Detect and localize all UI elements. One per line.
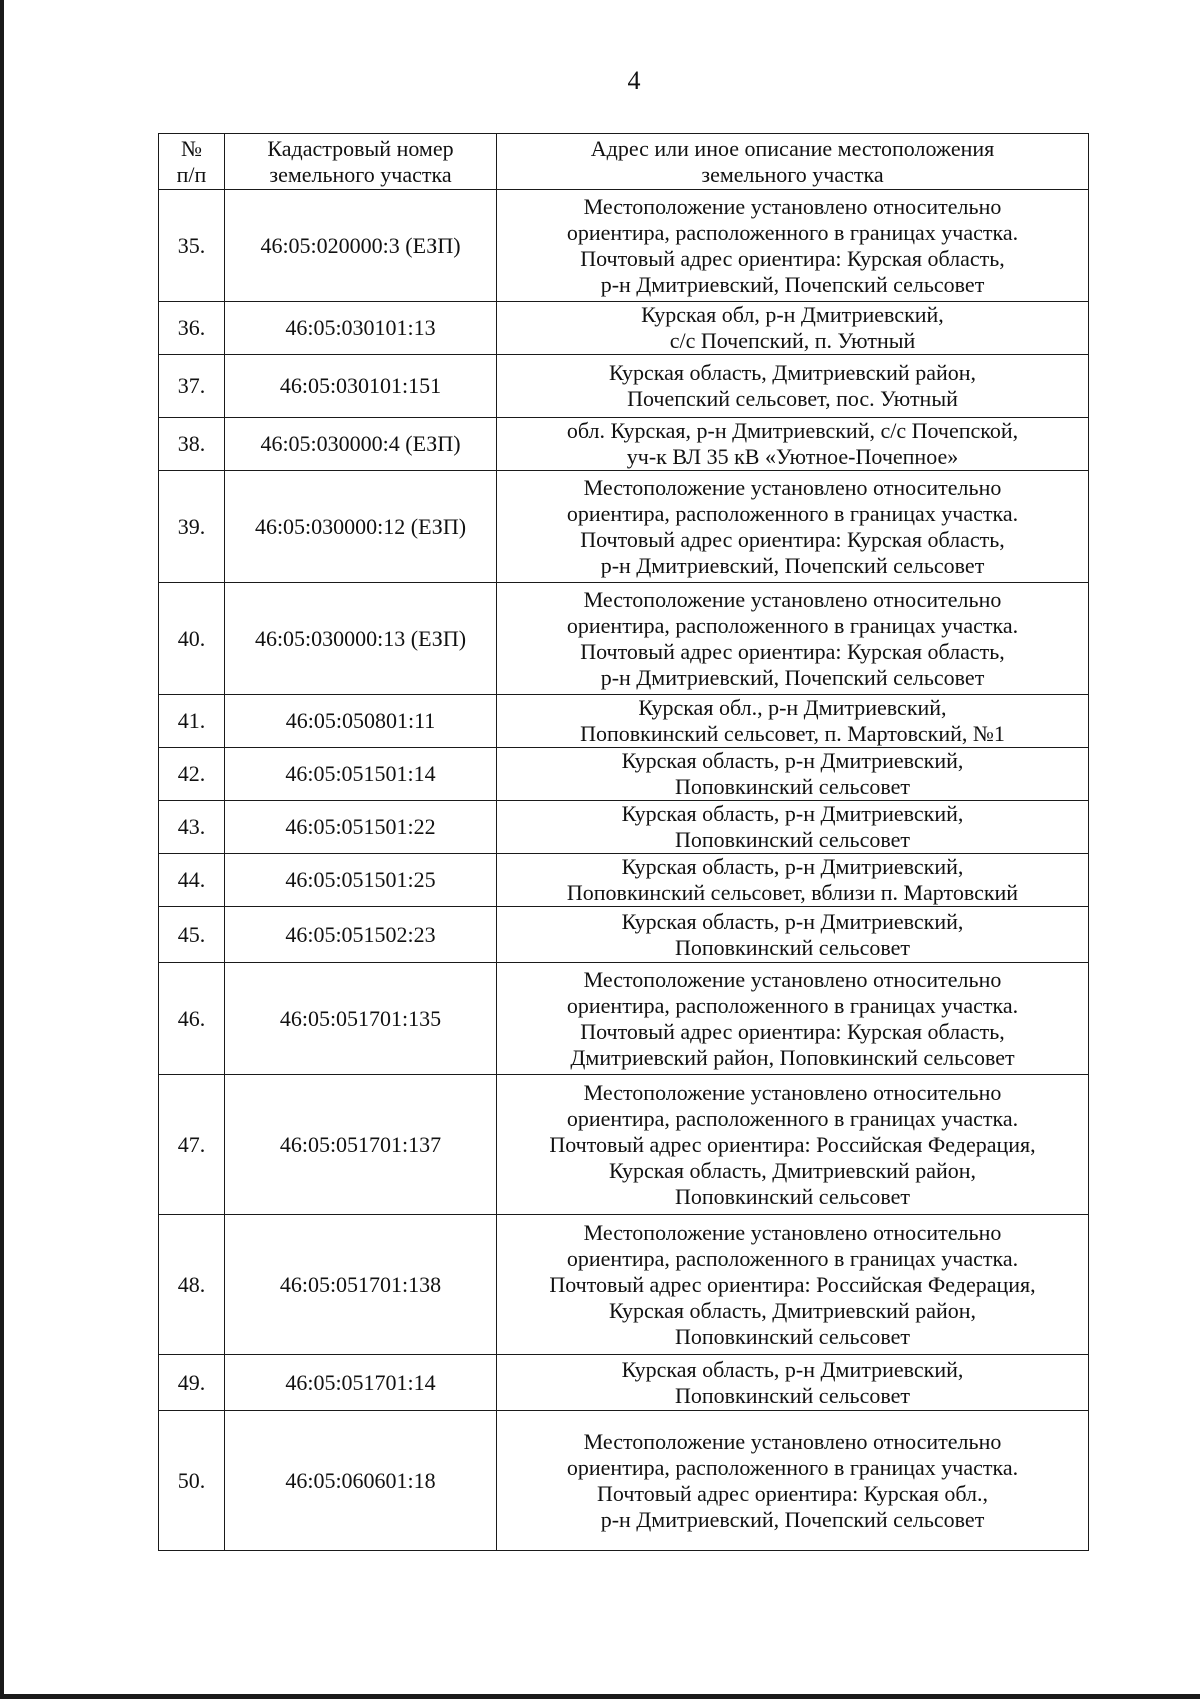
row-number: 45. (159, 907, 225, 963)
row-number: 50. (159, 1411, 225, 1551)
row-address (497, 854, 1089, 907)
scan-left-edge (0, 0, 4, 1699)
row-address-line: Поповкинский сельсовет (675, 827, 910, 852)
table-row (159, 854, 1089, 907)
row-number: 49. (159, 1355, 225, 1411)
row-address-line: Местоположение установлено относительно (583, 1219, 1002, 1245)
row-address-line: Почепский сельсовет, пос. Уютный (627, 386, 958, 411)
table-row (159, 1355, 1089, 1411)
row-address-line: Местоположение установлено относительно (583, 193, 1002, 219)
row-address-line: Курская обл., р-н Дмитриевский, (638, 695, 947, 720)
row-address-line: Поповкинский сельсовет (675, 774, 910, 799)
row-cadastral-number: 46:05:051502:23 (225, 907, 497, 963)
header-cadastral-line-2: земельного участка (269, 161, 452, 187)
row-address-line: ориентира, расположенного в границах участка. (566, 612, 1019, 638)
table-row (159, 302, 1089, 355)
row-number: 46. (159, 963, 225, 1075)
table-row (159, 418, 1089, 471)
row-number: 37. (159, 355, 225, 418)
row-address-line: Местоположение установлено относительно (583, 966, 1002, 992)
row-address (497, 801, 1089, 854)
row-address-line: Местоположение установлено относительно (583, 474, 1002, 500)
row-cadastral-number: 46:05:030101:13 (225, 302, 497, 355)
row-address-line: Дмитриевский район, Поповкинский сельсовет (570, 1044, 1015, 1070)
header-cadastral (225, 134, 497, 190)
row-address-line: обл. Курская, р-н Дмитриевский, с/с Почепской, (566, 418, 1019, 443)
row-cadastral-number: 46:05:030000:12 (ЕЗП) (225, 471, 497, 583)
row-address-line: Поповкинский сельсовет (675, 934, 910, 960)
row-address (497, 907, 1089, 963)
row-address-line: Курская область, р-н Дмитриевский, (621, 801, 964, 826)
row-address (497, 355, 1089, 418)
row-address-line: ориентира, расположенного в границах участка. (566, 1245, 1019, 1271)
row-cadastral-number: 46:05:030000:4 (ЕЗП) (225, 418, 497, 471)
row-number: 43. (159, 801, 225, 854)
row-cadastral-number: 46:05:060601:18 (225, 1411, 497, 1551)
table-row (159, 355, 1089, 418)
row-address-line: Курская область, р-н Дмитриевский, (621, 1356, 964, 1382)
row-address-line: ориентира, расположенного в границах участка. (566, 1105, 1019, 1131)
row-address-line: Курская область, р-н Дмитриевский, (621, 908, 964, 934)
row-address (497, 471, 1089, 583)
header-address-line-2: земельного участка (701, 161, 884, 187)
row-address-line: ориентира, расположенного в границах участка. (566, 1454, 1019, 1480)
row-address-line: Поповкинский сельсовет, п. Мартовский, №1 (580, 721, 1005, 746)
header-cadastral-line-1: Кадастровый номер (267, 135, 454, 161)
row-address (497, 963, 1089, 1075)
table-row (159, 1075, 1089, 1215)
row-address-line: Поповкинский сельсовет (675, 1183, 910, 1209)
row-address-line: Почтовый адрес ориентира: Курская область, (580, 638, 1005, 664)
row-address-line: Почтовый адрес ориентира: Курская область, (580, 245, 1005, 271)
header-number-line-1: № (181, 135, 202, 161)
row-number: 40. (159, 583, 225, 695)
table-row (159, 907, 1089, 963)
row-address-line: р-н Дмитриевский, Почепский сельсовет (600, 271, 985, 297)
land-plots-table (158, 133, 1089, 1551)
row-cadastral-number: 46:05:030101:151 (225, 355, 497, 418)
row-address-line: Курская область, Дмитриевский район, (608, 360, 977, 385)
row-address-line: Курская область, Дмитриевский район, (608, 1157, 977, 1183)
row-number: 48. (159, 1215, 225, 1355)
row-address-line: Поповкинский сельсовет (675, 1382, 910, 1408)
header-number-line-2: п/п (176, 161, 207, 187)
table-row (159, 1411, 1089, 1551)
row-cadastral-number: 46:05:051701:14 (225, 1355, 497, 1411)
row-address-line: Курская обл, р-н Дмитриевский, (641, 302, 944, 327)
row-cadastral-number: 46:05:030000:13 (ЕЗП) (225, 583, 497, 695)
row-address-line: с/с Почепский, п. Уютный (669, 328, 916, 353)
page-number: 4 (627, 66, 641, 95)
row-address-line: р-н Дмитриевский, Почепский сельсовет (600, 1506, 985, 1532)
table-row (159, 748, 1089, 801)
row-address-line: р-н Дмитриевский, Почепский сельсовет (600, 664, 985, 690)
header-number (159, 134, 225, 190)
table-row (159, 190, 1089, 302)
row-address-line: ориентира, расположенного в границах участка. (566, 219, 1019, 245)
row-address (497, 1075, 1089, 1215)
row-address-line: Почтовый адрес ориентира: Курская область, (580, 1018, 1005, 1044)
row-address-line: ориентира, расположенного в границах участка. (566, 500, 1019, 526)
row-address-line: Местоположение установлено относительно (583, 586, 1002, 612)
table-row (159, 801, 1089, 854)
row-address (497, 583, 1089, 695)
row-number: 47. (159, 1075, 225, 1215)
row-address-line: Почтовый адрес ориентира: Российская Федерация, (549, 1271, 1036, 1297)
row-cadastral-number: 46:05:051501:25 (225, 854, 497, 907)
row-number: 36. (159, 302, 225, 355)
row-address (497, 1411, 1089, 1551)
header-address (497, 134, 1089, 190)
row-address-line: Курская область, Дмитриевский район, (608, 1297, 977, 1323)
row-cadastral-number: 46:05:051701:138 (225, 1215, 497, 1355)
row-address (497, 302, 1089, 355)
row-address-line: Курская область, р-н Дмитриевский, (621, 854, 964, 879)
row-number: 39. (159, 471, 225, 583)
row-cadastral-number: 46:05:051701:135 (225, 963, 497, 1075)
row-cadastral-number: 46:05:051701:137 (225, 1075, 497, 1215)
row-number: 35. (159, 190, 225, 302)
row-address-line: Местоположение установлено относительно (583, 1428, 1002, 1454)
row-address-line: уч-к ВЛ 35 кВ «Уютное-Почепное» (626, 444, 959, 469)
row-number: 42. (159, 748, 225, 801)
table-row (159, 471, 1089, 583)
row-address-line: Курская область, р-н Дмитриевский, (621, 748, 964, 773)
row-address-line: Местоположение установлено относительно (583, 1079, 1002, 1105)
header-address-line-1: Адрес или иное описание местоположения (590, 135, 995, 161)
row-address-line: Почтовый адрес ориентира: Российская Федерация, (549, 1131, 1036, 1157)
row-number: 38. (159, 418, 225, 471)
row-address-line: р-н Дмитриевский, Почепский сельсовет (600, 552, 985, 578)
row-number: 44. (159, 854, 225, 907)
row-cadastral-number: 46:05:051501:14 (225, 748, 497, 801)
row-address-line: Поповкинский сельсовет, вблизи п. Мартовский (566, 880, 1019, 905)
row-address-line: Поповкинский сельсовет (675, 1323, 910, 1349)
scan-bottom-edge (0, 1694, 1200, 1699)
table-row (159, 583, 1089, 695)
table-row (159, 1215, 1089, 1355)
row-cadastral-number: 46:05:020000:3 (ЕЗП) (225, 190, 497, 302)
row-address (497, 418, 1089, 471)
row-address (497, 695, 1089, 748)
row-cadastral-number: 46:05:050801:11 (225, 695, 497, 748)
row-address (497, 1215, 1089, 1355)
row-number: 41. (159, 695, 225, 748)
table-row (159, 963, 1089, 1075)
row-address-line: Почтовый адрес ориентира: Курская область, (580, 526, 1005, 552)
table-body (159, 190, 1089, 1551)
row-address-line: ориентира, расположенного в границах участка. (566, 992, 1019, 1018)
row-address (497, 748, 1089, 801)
table-header-row (159, 134, 1089, 190)
table-row (159, 695, 1089, 748)
row-address-line: Почтовый адрес ориентира: Курская обл., (597, 1480, 988, 1506)
row-address (497, 190, 1089, 302)
row-cadastral-number: 46:05:051501:22 (225, 801, 497, 854)
row-address (497, 1355, 1089, 1411)
